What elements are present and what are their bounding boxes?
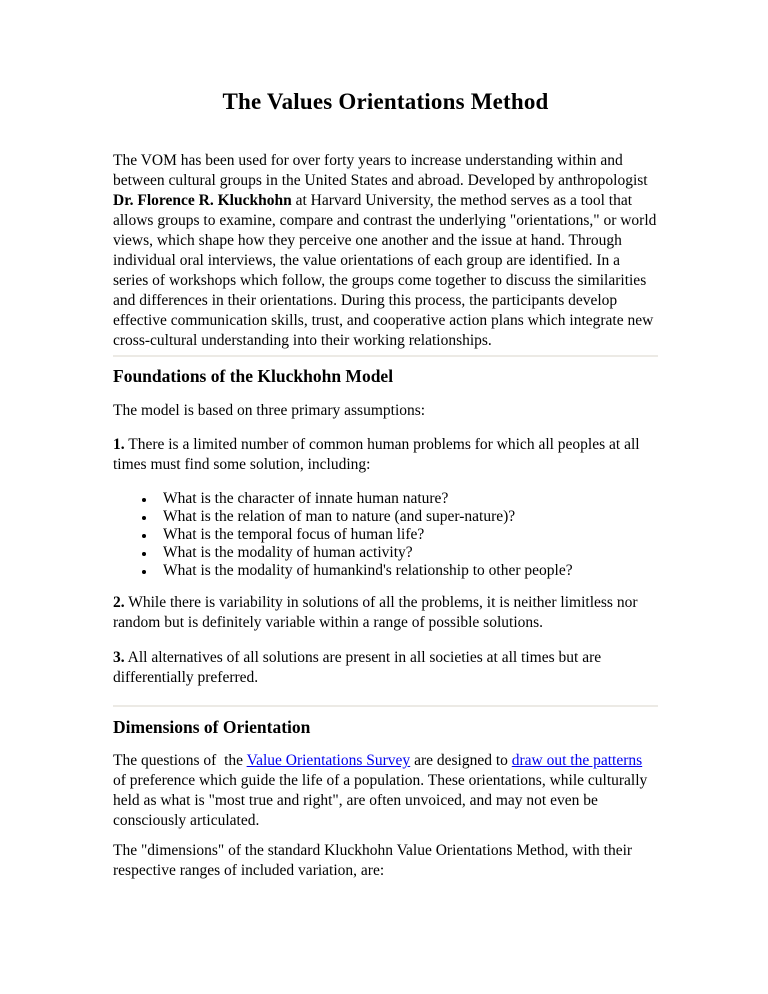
foundations-heading: Foundations of the Kluckhohn Model (113, 366, 394, 386)
section-divider (113, 705, 658, 707)
page-title: The Values Orientations Method (222, 89, 549, 114)
assumption-2 (113, 593, 658, 633)
dimensions-text-3: of preference which guide the life of a population. These orientations, while culturally held as what is "most true and right", are often unvoiced, and may not even be consciously articulated. (113, 752, 652, 829)
section-divider (113, 355, 658, 357)
dimensions-text-2: are designed to (410, 752, 512, 769)
dimensions-text-1: The questions of the (113, 752, 247, 769)
document-content (113, 0, 661, 881)
list-item: • What is the modality of human activity? (156, 544, 658, 562)
value-orientations-survey-link[interactable]: Value Orientations Survey (246, 752, 411, 769)
assumption-1-text: There is a limited number of common human problems for which all peoples at all times must find some solution, including: (113, 436, 644, 473)
author-name: Dr. Florence R. Kluckhohn (113, 192, 292, 209)
list-item: • What is the character of innate human nature? (156, 490, 658, 508)
dimensions-paragraph-1 (113, 751, 658, 831)
assumption-3 (113, 648, 658, 688)
dimensions-paragraph-2: The "dimensions" of the standard Kluckhohn Value Orientations Method, with their respective ranges of included variation, are: (113, 842, 633, 879)
question-list (113, 490, 658, 580)
list-item: • What is the modality of humankind's relationship to other people? (156, 562, 658, 580)
assumption-3-text: All alternatives of all solutions are present in all societies at all times but are differentially preferred. (113, 649, 605, 686)
foundations-intro: The model is based on three primary assumptions: (113, 402, 426, 419)
dimensions-heading: Dimensions of Orientation (113, 717, 311, 737)
list-item: • What is the temporal focus of human life? (156, 526, 658, 544)
assumption-1-number: 1. (113, 436, 125, 453)
assumption-2-number: 2. (113, 594, 125, 611)
assumption-1 (113, 435, 658, 475)
intro-paragraph (113, 151, 661, 351)
intro-text-1: The VOM has been used for over forty years to increase understanding within and between cultural groups in the United States and abroad. Developed by anthropologist (113, 152, 652, 189)
draw-out-the-patterns-link[interactable]: draw out the patterns (511, 752, 643, 769)
assumption-3-number: 3. (113, 649, 125, 666)
intro-text-2: at Harvard University, the method serves as a tool that allows groups to examine, compare and contrast the underlying "orientations," or world views, which shape how they perceive one another and the issue at hand. Through individual oral interviews, the value orientations of each group are identified. In a series of workshops which follow, the groups come together to discuss the similarities and differences in their orientations. During this process, the participants develop effective communication skills, trust, and cooperative action plans which integrate new cross-cultural understanding into their working relationships. (113, 192, 661, 349)
assumption-2-text: While there is variability in solutions of all the problems, it is neither limitless nor random but is definitely variable within a range of possible solutions. (113, 594, 642, 631)
list-item: • What is the relation of man to nature (and super-nature)? (156, 508, 658, 526)
